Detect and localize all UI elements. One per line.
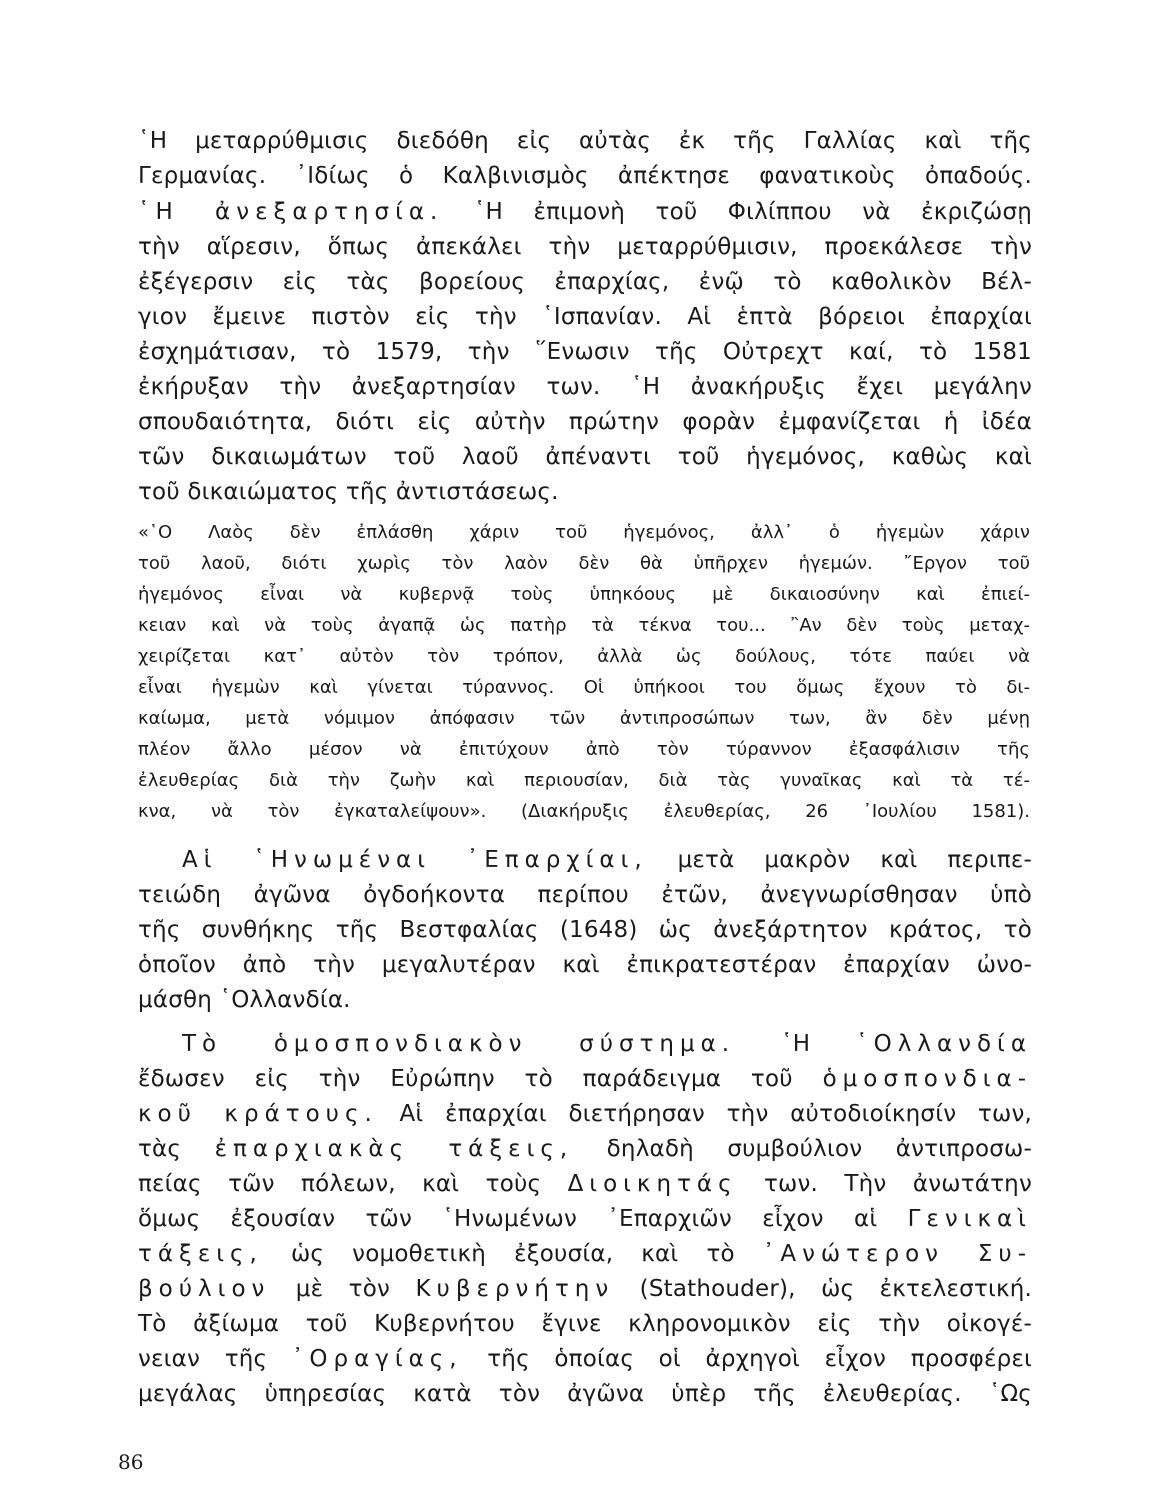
text-line	[138, 1206, 1032, 1232]
spaced-term: τάξεις,	[138, 1241, 263, 1267]
text-line: ἐκήρυξαν τὴν ἀνεξαρτησίαν των. ῾Η ἀνακήρυξις ἔχει μεγάλην	[138, 374, 1032, 400]
section-heading: Τὸ ὁμοσπονδιακὸν σύστημα.	[182, 1031, 736, 1057]
text-fragment: ὡς νομοθετικὴ ἐξουσία, καὶ τὸ	[290, 1241, 735, 1267]
spaced-term: ᾿Οραγίας,	[291, 1346, 463, 1372]
text-line	[138, 1101, 1032, 1127]
quote-citation: (Διακήρυξις ἐλευθερίας, 26 ᾿Ιουλίου 1581).	[521, 801, 1030, 822]
text-fragment: Αἱ ἐπαρχίαι διετήρησαν τὴν αὐτοδιοίκησίν των,	[399, 1101, 1032, 1127]
quote-line: τοῦ λαοῦ, διότι χωρὶς τὸν λαὸν δὲν θὰ ὑπῆρχεν ἡγεμών. ῎Εργον τοῦ	[138, 553, 1030, 574]
text-line: τοῦ δικαιώματος τῆς ἀντιστάσεως.	[138, 479, 559, 505]
text-line: τειώδη ἀγῶνα ὀγδοήκοντα περίπου ἐτῶν, ἀνεγνωρίσθησαν ὑπὸ	[138, 882, 1032, 908]
text-fragment: ὅμως ἐξουσίαν τῶν ῾Ηνωμένων ᾿Επαρχιῶν εἶχον αἱ	[138, 1206, 878, 1232]
spaced-term: ῾Ολλανδία	[856, 1031, 1032, 1057]
spaced-term: βούλιον	[138, 1276, 271, 1302]
quote-line: εἶναι ἡγεμὼν καὶ γίνεται τύραννος. Οἱ ὑπήκοοι του ὅμως ἔχουν τὸ δι-	[138, 677, 1030, 698]
quote-text: κνα, νὰ τὸν ἐγκαταλείψουν».	[138, 801, 487, 822]
text-line: ἐξέγερσιν εἰς τὰς βορείους ἐπαρχίας, ἐνῷ τὸ καθολικὸν Βέλ-	[138, 269, 1032, 295]
section-heading: Αἱ ῾Ηνωμέναι ᾿Επαρχίαι,	[182, 847, 648, 873]
quote-line: κειαν καὶ νὰ τοὺς ἀγαπᾷ ὡς πατὴρ τὰ τέκνα του... ῍Αν δὲν τοὺς μεταχ-	[138, 615, 1030, 636]
quote-line: καίωμα, μετὰ νόμιμον ἀπόφασιν τῶν ἀντιπροσώπων των, ἂν δὲν μένῃ	[138, 708, 1030, 729]
text-fragment: τῆς ὁποίας οἱ ἀρχηγοὶ εἶχον προσφέρει	[487, 1346, 1033, 1372]
text-fragment: πείας τῶν πόλεων, καὶ τοὺς	[138, 1171, 542, 1197]
text-line: σπουδαιότητα, διότι εἰς αὐτὴν πρώτην φορὰν ἐμφανίζεται ἡ ἰδέα	[138, 409, 1032, 435]
text-line	[182, 847, 1032, 873]
text-fragment: ῾Η	[781, 1031, 811, 1057]
spaced-term: Κυβερνήτην	[415, 1276, 615, 1302]
spaced-term: ὁμοσπονδια-	[822, 1066, 1032, 1092]
text-fragment: μὲ τὸν	[295, 1276, 391, 1302]
text-line: μάσθη ῾Ολλανδία.	[138, 987, 351, 1013]
text-line	[182, 1031, 1032, 1057]
quote-line: ἡγεμόνος εἶναι νὰ κυβερνᾷ τοὺς ὑπηκόους μὲ δικαιοσύνην καὶ ἐπιεί-	[138, 584, 1030, 605]
text-fragment: ἔδωσεν εἰς τὴν Εὐρώπην τὸ παράδειγμα τοῦ	[138, 1066, 793, 1092]
text-fragment: (Stathouder), ὡς ἐκτελεστική.	[639, 1276, 1033, 1302]
page-number: 86	[118, 1450, 144, 1474]
text-line	[138, 1066, 1032, 1092]
text-fragment: των. Τὴν ἀνωτάτην	[763, 1171, 1032, 1197]
text-line	[138, 199, 1032, 225]
text-line	[138, 1136, 1032, 1162]
spaced-term: ἐπαρχιακὰς τάξεις,	[214, 1136, 574, 1162]
text-line	[138, 1241, 1032, 1267]
text-fragment: ῾Η ἐπιμονὴ τοῦ Φιλίππου νὰ ἐκριζώσῃ	[473, 199, 1032, 225]
text-line: ὁποῖον ἀπὸ τὴν μεγαλυτέραν καὶ ἐπικρατεστέραν ἐπαρχίαν ὠνο-	[138, 952, 1032, 978]
text-line	[138, 1276, 1032, 1302]
text-line: Γερμανίας. ᾿Ιδίως ὁ Καλβινισμὸς ἀπέκτησε φανατικοὺς ὀπαδούς.	[138, 163, 1032, 189]
spaced-term: Διοικητάς	[567, 1171, 738, 1197]
text-fragment: τὰς	[138, 1136, 182, 1162]
text-line: γιον ἔμεινε πιστὸν εἰς τὴν ῾Ισπανίαν. Αἱ ἑπτὰ βόρειοι ἐπαρχίαι	[138, 304, 1032, 330]
section-heading: ῾Η ἀνεξαρτησία.	[138, 199, 444, 225]
text-line: τῶν δικαιωμάτων τοῦ λαοῦ ἀπέναντι τοῦ ἡγεμόνος, καθὼς καὶ	[138, 444, 1032, 470]
text-line	[138, 1346, 1032, 1372]
spaced-term: κοῦ κράτους.	[138, 1101, 378, 1127]
spaced-term: ᾿Ανώτερον Συ-	[762, 1241, 1032, 1267]
text-line: τὴν αἵρεσιν, ὅπως ἀπεκάλει τὴν μεταρρύθμισιν, προεκάλεσε τὴν	[138, 234, 1032, 260]
text-line: μεγάλας ὑπηρεσίας κατὰ τὸν ἀγῶνα ὑπὲρ τῆς ἐλευθερίας. ῾Ως	[138, 1381, 1032, 1407]
text-fragment: νειαν τῆς	[138, 1346, 268, 1372]
quote-line	[138, 801, 1030, 822]
text-line: ἐσχημάτισαν, τὸ 1579, τὴν ῞Ενωσιν τῆς Οὐτρεχτ καί, τὸ 1581	[138, 339, 1032, 365]
text-fragment: μετὰ μακρὸν καὶ περιπε-	[677, 847, 1033, 873]
quote-line: ἐλευθερίας διὰ τὴν ζωὴν καὶ περιουσίαν, διὰ τὰς γυναῖκας καὶ τὰ τέ-	[138, 770, 1030, 791]
text-line	[138, 1171, 1032, 1197]
text-line: Τὸ ἀξίωμα τοῦ Κυβερνήτου ἔγινε κληρονομικὸν εἰς τὴν οἰκογέ-	[138, 1311, 1032, 1337]
quote-line: πλέον ἄλλο μέσον νὰ ἐπιτύχουν ἀπὸ τὸν τύραννον ἐξασφάλισιν τῆς	[138, 739, 1030, 760]
quote-line: χειρίζεται κατ᾽ αὐτὸν τὸν τρόπον, ἀλλὰ ὡς δούλους, τότε παύει νὰ	[138, 646, 1030, 667]
text-fragment: δηλαδὴ συμβούλιον ἀντιπροσω-	[606, 1136, 1033, 1162]
quote-line: «῾Ο Λαὸς δὲν ἐπλάσθη χάριν τοῦ ἡγεμόνος, ἀλλ᾽ ὁ ἡγεμὼν χάριν	[138, 522, 1030, 543]
spaced-term: Γενικαὶ	[907, 1206, 1032, 1232]
text-line: τῆς συνθήκης τῆς Βεστφαλίας (1648) ὡς ἀνεξάρτητον κράτος, τὸ	[138, 917, 1032, 943]
text-line: ῾Η μεταρρύθμισις διεδόθη εἰς αὐτὰς ἐκ τῆς Γαλλίας καὶ τῆς	[138, 128, 1032, 154]
